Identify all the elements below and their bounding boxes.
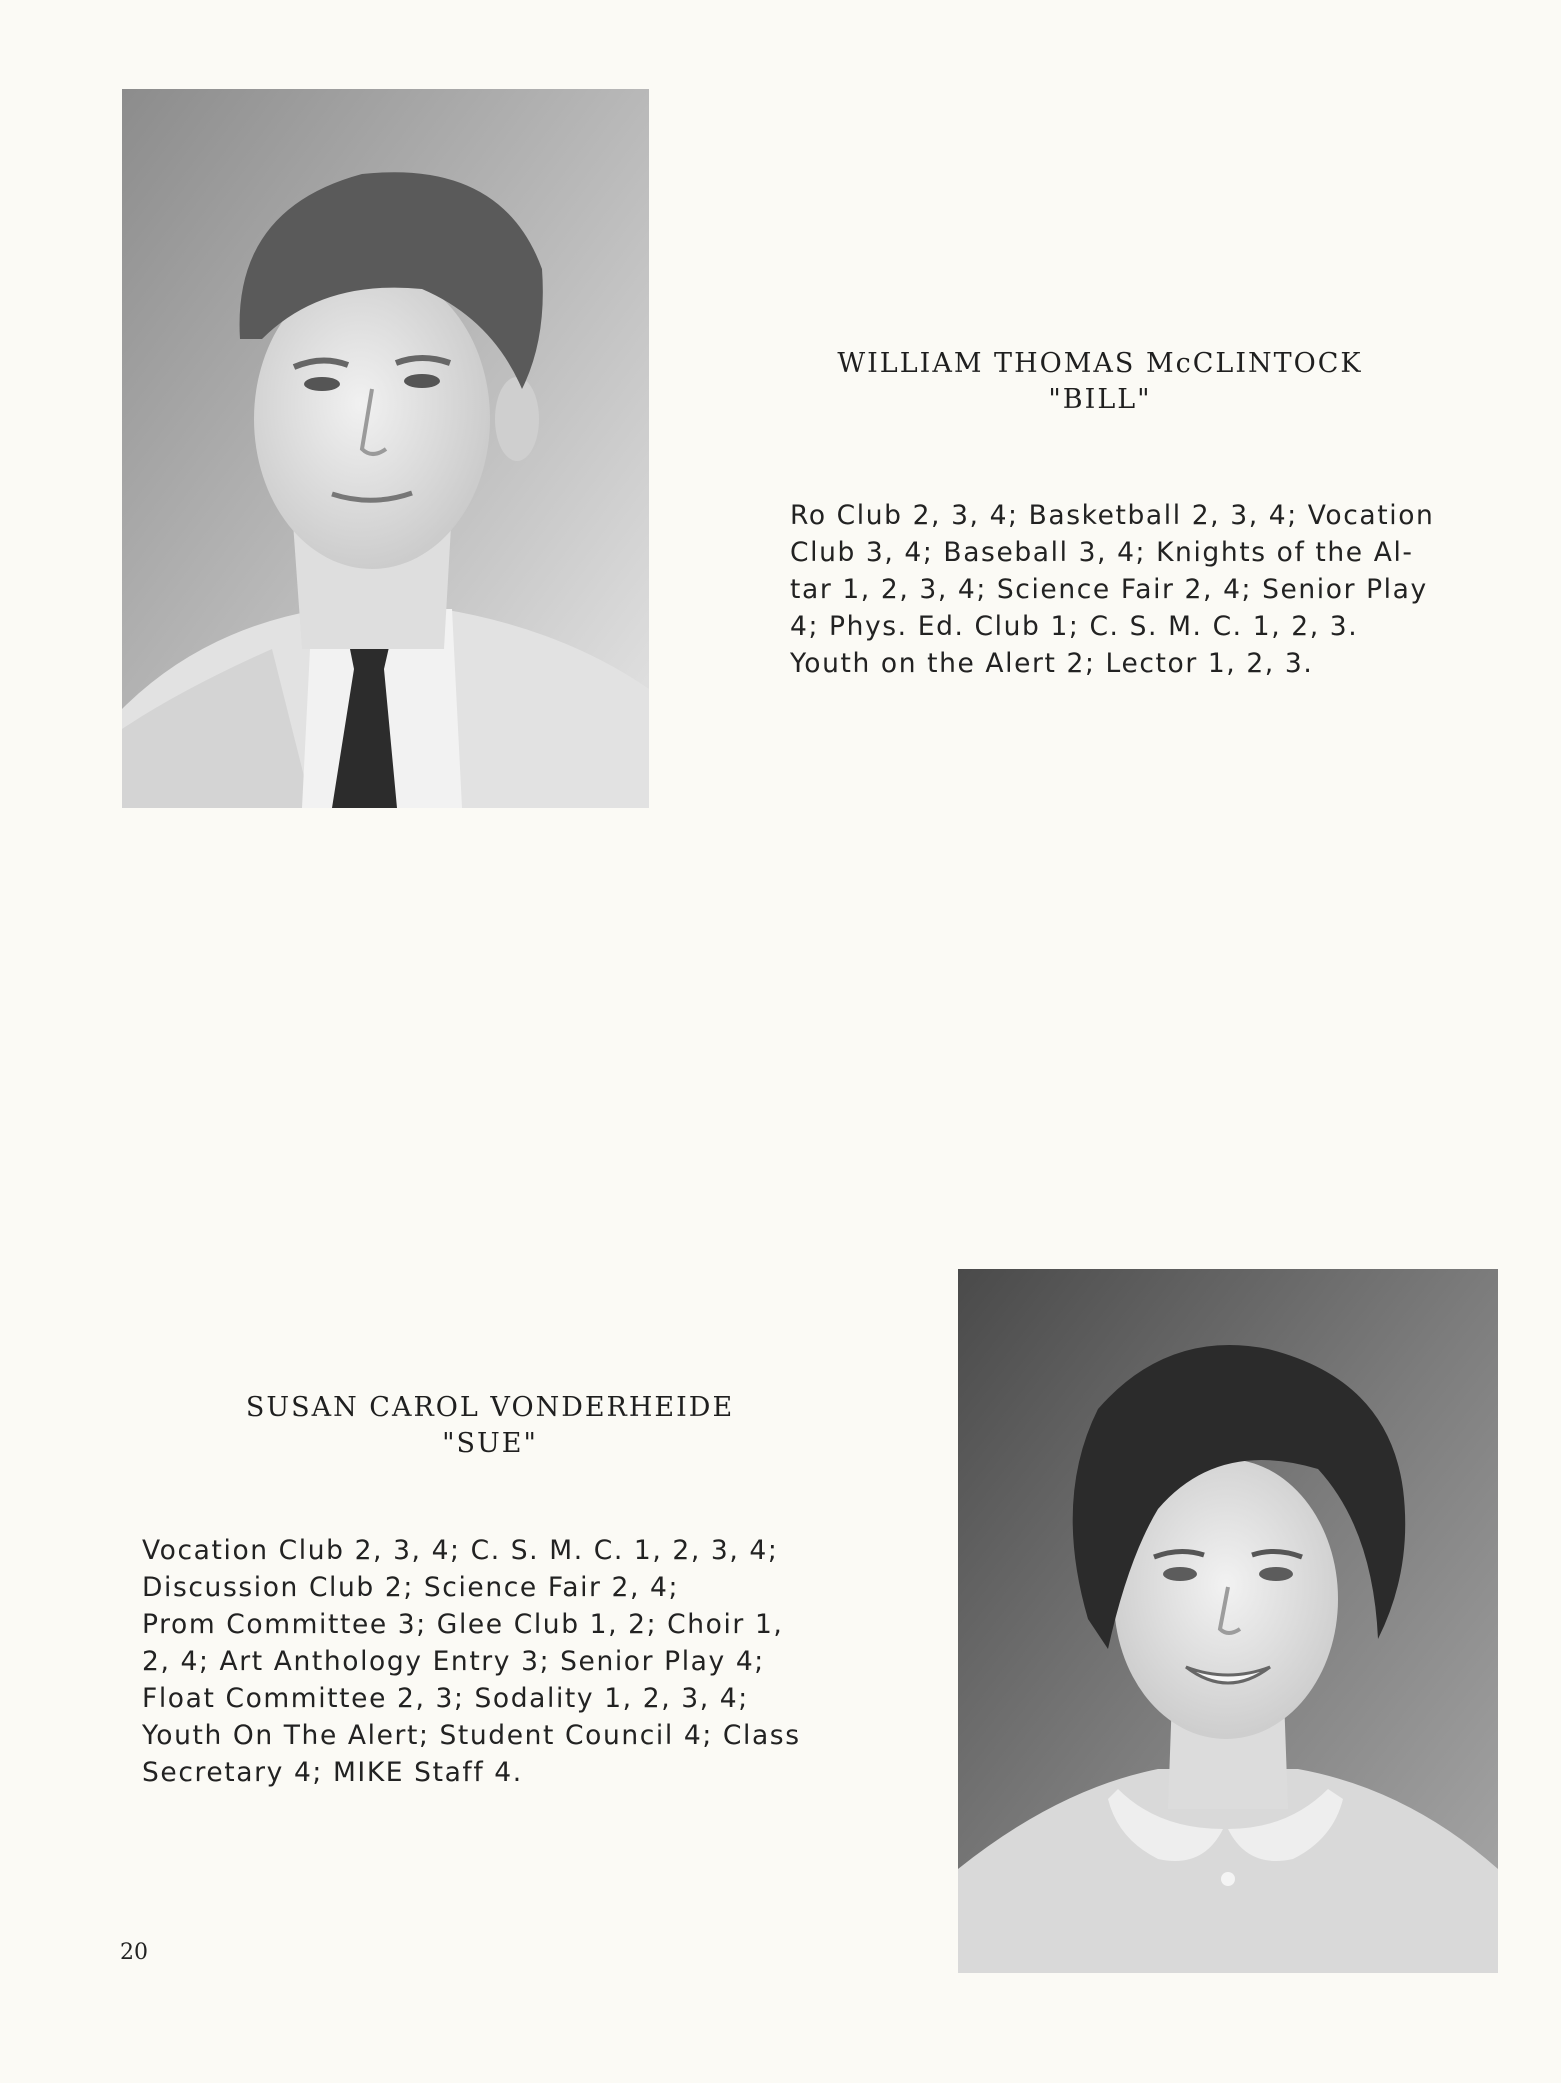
activity-line: Prom Committee 3; Glee Club 1, 2; Choir 1, — [142, 1609, 784, 1640]
activity-line: 4; Phys. Ed. Club 1; C. S. M. C. 1, 2, 3. — [790, 611, 1359, 642]
student-nickname: "SUE" — [442, 1428, 538, 1459]
portrait-photo-bill — [122, 89, 649, 808]
page-number: 20 — [120, 1940, 148, 1965]
activity-line: Secretary 4; MIKE Staff 4. — [142, 1757, 523, 1788]
activity-line: Vocation Club 2, 3, 4; C. S. M. C. 1, 2, 3, 4; — [142, 1535, 779, 1566]
student-nickname: "BILL" — [1048, 384, 1152, 415]
activity-line: Youth on the Alert 2; Lector 1, 2, 3. — [790, 648, 1314, 679]
activities-sue — [142, 1532, 922, 1791]
student-fullname: SUSAN CAROL VONDERHEIDE — [245, 1392, 735, 1423]
activity-line: Youth On The Alert; Student Council 4; Class — [142, 1720, 801, 1751]
activity-line: tar 1, 2, 3, 4; Science Fair 2, 4; Senior Play — [790, 574, 1428, 605]
activity-line: Club 3, 4; Baseball 3, 4; Knights of the Al- — [790, 537, 1414, 568]
activity-line: 2, 4; Art Anthology Entry 3; Senior Play 4; — [142, 1646, 765, 1677]
student-name-bill — [740, 346, 1460, 418]
student-fullname: WILLIAM THOMAS McCLINTOCK — [837, 348, 1363, 379]
activity-line: Discussion Club 2; Science Fair 2, 4; — [142, 1572, 680, 1603]
activity-line: Ro Club 2, 3, 4; Basketball 2, 3, 4; Vocation — [790, 500, 1435, 531]
activities-bill — [790, 497, 1520, 682]
portrait-photo-sue — [958, 1269, 1498, 1973]
student-name-sue — [200, 1390, 780, 1462]
activity-line: Float Committee 2, 3; Sodality 1, 2, 3, 4; — [142, 1683, 749, 1714]
